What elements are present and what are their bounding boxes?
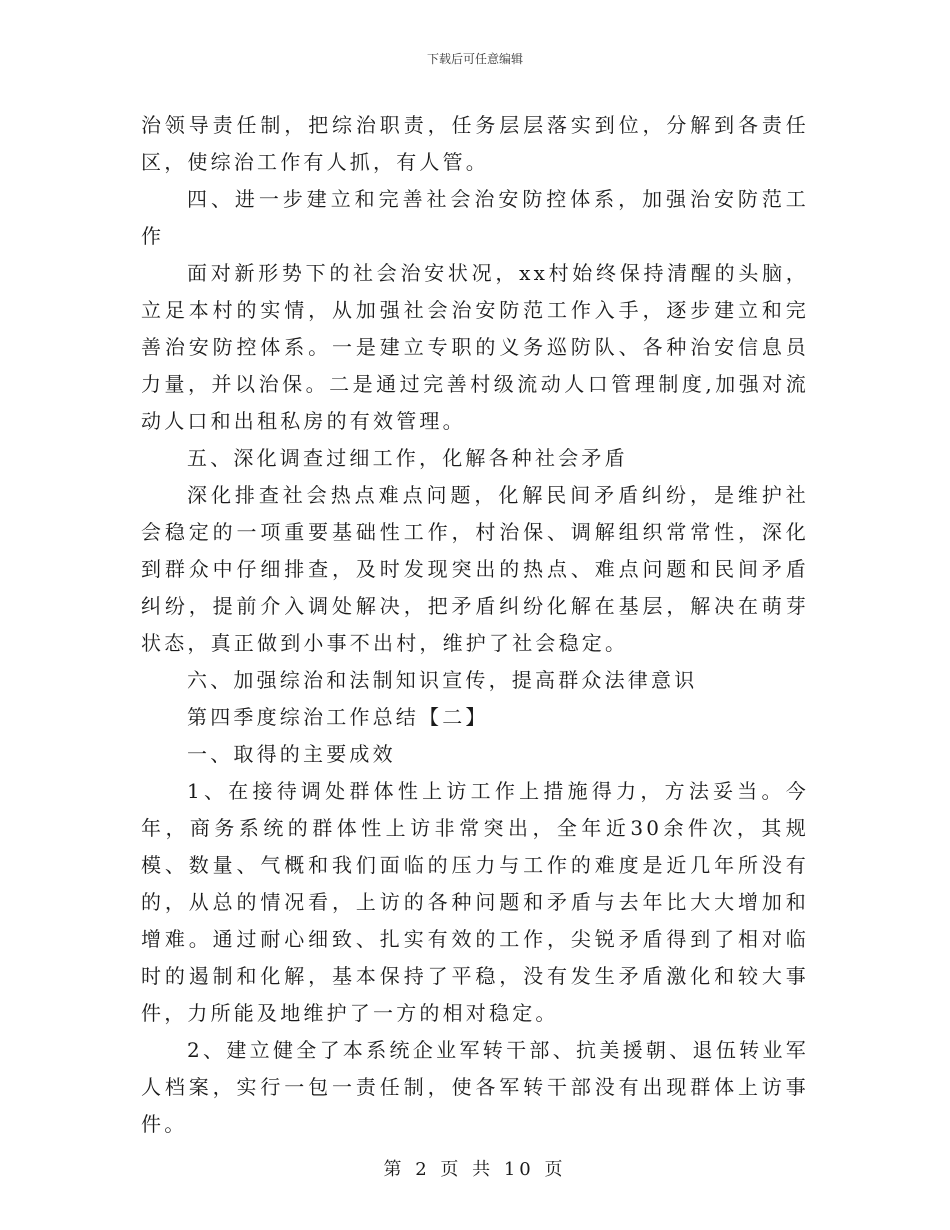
document-body [141, 107, 809, 1143]
paragraph-3: 深化排查社会热点难点问题，化解民间矛盾纠纷，是维护社会稳定的一项重要基础性工作，村治保、调解组织常常性，深化到群众中仔细排查，及时发现突出的热点、难点问题和民间矛盾纠纷，提前介入调处解决，把矛盾纠纷化解在基层，解决在萌芽状态，真正做到小事不出村，维护了社会稳定。 [141, 483, 809, 655]
paragraph-1: 治领导责任制，把综治职责，任务层层落实到位，分解到各责任区，使综治工作有人抓，有人管。 [141, 113, 809, 174]
paragraph-2: 面对新形势下的社会治安状况，xx村始终保持清醒的头脑，立足本村的实情，从加强社会治安防范工作入手，逐步建立和完善治安防控体系。一是建立专职的义务巡防队、各种治安信息员力量，并以治保。二是通过完善村级流动人口管理制度,加强对流动人口和出租私房的有效管理。 [141, 261, 809, 433]
page-header: 下载后可任意编辑 [426, 52, 523, 66]
section-heading-1: 一、取得的主要成效 [187, 742, 396, 766]
section-heading-5: 五、深化调查过细工作，化解各种社会矛盾 [187, 446, 628, 470]
paragraph-5: 2、建立健全了本系统企业军转干部、抗美援朝、退伍转业军人档案，实行一包一责任制，使各军转干部没有出现群体上访事件。 [141, 1038, 809, 1136]
document-subtitle: 第四季度综治工作总结【二】 [187, 705, 489, 729]
paragraph-4: 1、在接待调处群体性上访工作上措施得力，方法妥当。今年，商务系统的群体性上访非常突出，全年近30余件次，其规模、数量、气概和我们面临的压力与工作的难度是近几年所没有的，从总的情况看，上访的各种问题和矛盾与去年比大大增加和增难。通过耐心细致、扎实有效的工作，尖锐矛盾得到了相对临时的遏制和化解，基本保持了平稳，没有发生矛盾激化和较大事件，力所能及地维护了一方的相对稳定。 [141, 779, 809, 1025]
section-heading-4: 四、进一步建立和完善社会治安防控体系，加强治安防范工作 [141, 187, 809, 248]
page-footer: 第 2 页 共 10 页 [383, 1159, 567, 1180]
section-heading-6: 六、加强综治和法制知识宣传，提高群众法律意识 [187, 668, 698, 692]
